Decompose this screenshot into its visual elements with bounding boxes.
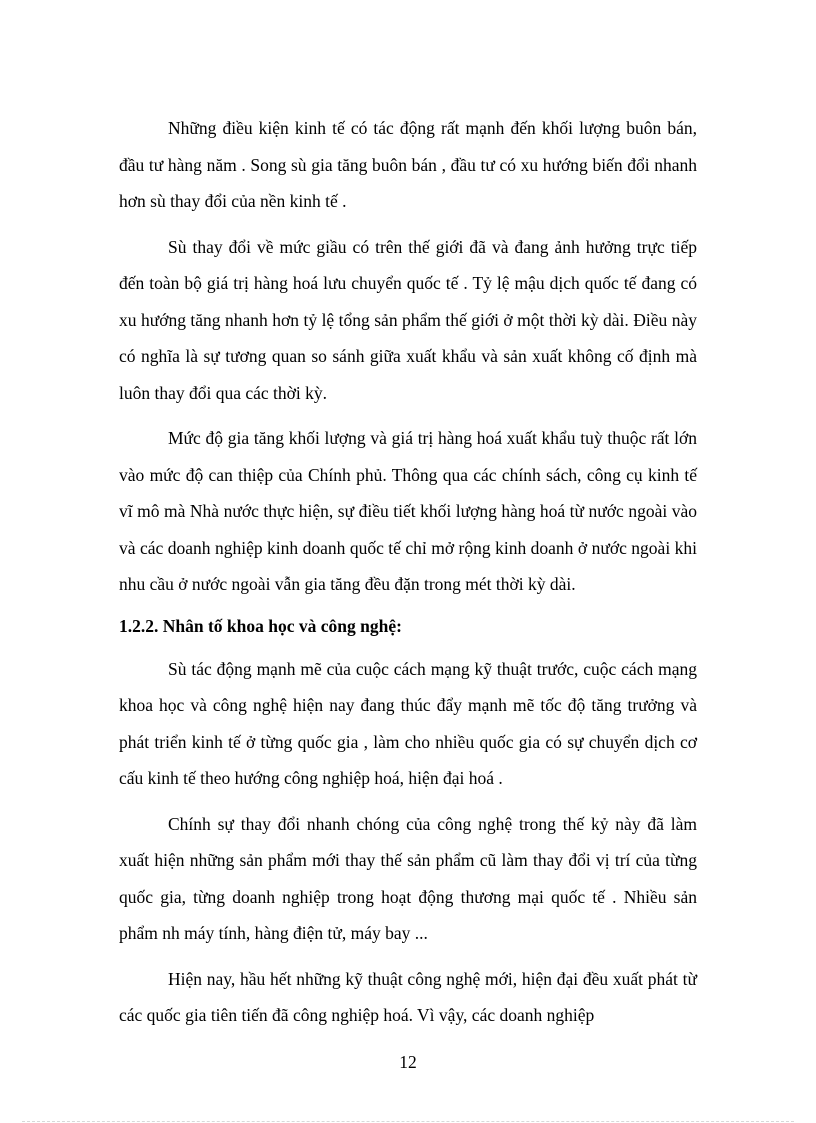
paragraph-technology-change: Chính sự thay đổi nhanh chóng của công nghệ trong thế kỷ này đã làm xuất hiện những sản phẩm mới thay thế sản phẩm cũ làm thay đổi vị trí của từng quốc gia, từng doanh nghiệp trong hoạt động thương mại quốc tế . Nhiều sản phẩm nh máy tính, hàng điện tử, máy bay ... <box>119 813 697 943</box>
page-body <box>119 110 697 1043</box>
paragraph-technology-revolution: Sù tác động mạnh mẽ của cuộc cách mạng kỹ thuật trước, cuộc cách mạng khoa học và công nghệ hiện nay đang thúc đẩy mạnh mẽ tốc độ tăng trưởng và phát triển kinh tế ở từng quốc gia , làm cho nhiều quốc gia có sự chuyển dịch cơ cấu kinh tế theo hướng công nghiệp hoá, hiện đại hoá . <box>119 658 697 788</box>
section-heading: 1.2.2. Nhân tố khoa học và công nghệ: <box>119 615 402 636</box>
page-number: 12 <box>399 1052 417 1072</box>
paragraph-economic-conditions: Những điều kiện kinh tế có tác động rất mạnh đến khối lượng buôn bán, đầu tư hàng năm . Song sù gia tăng buôn bán , đầu tư có xu hướng biến đổi nhanh hơn sù thay đổi của nền kinh tế . <box>119 118 697 211</box>
page-bottom-divider <box>22 1121 794 1122</box>
paragraph-modern-technology: Hiện nay, hầu hết những kỹ thuật công nghệ mới, hiện đại đều xuất phát từ các quốc gia tiên tiến đã công nghiệp hoá. Vì vậy, các doanh nghiệp <box>119 968 697 1025</box>
paragraph-government-intervention: Mức độ gia tăng khối lượng và giá trị hàng hoá xuất khẩu tuỳ thuộc rất lớn vào mức độ can thiệp của Chính phủ. Thông qua các chính sách, công cụ kinh tế vĩ mô mà Nhà nước thực hiện, sự điều tiết khối lượng hàng hoá từ nước ngoài vào và các doanh nghiệp kinh doanh quốc tế chỉ mở rộng kinh doanh ở nước ngoài khi nhu cầu ở nước ngoài vẫn gia tăng đều đặn trong mét thời kỳ dài. <box>119 428 697 594</box>
paragraph-wealth-changes: Sù thay đổi về mức giầu có trên thế giới đã và đang ảnh hưởng trực tiếp đến toàn bộ giá trị hàng hoá lưu chuyển quốc tế . Tỷ lệ mậu dịch quốc tế đang có xu hướng tăng nhanh hơn tỷ lệ tổng sản phẩm thế giới ở một thời kỳ dài. Điều này có nghĩa là sự tương quan so sánh giữa xuất khẩu và sản xuất không cố định mà luôn thay đổi qua các thời kỳ. <box>119 236 697 403</box>
